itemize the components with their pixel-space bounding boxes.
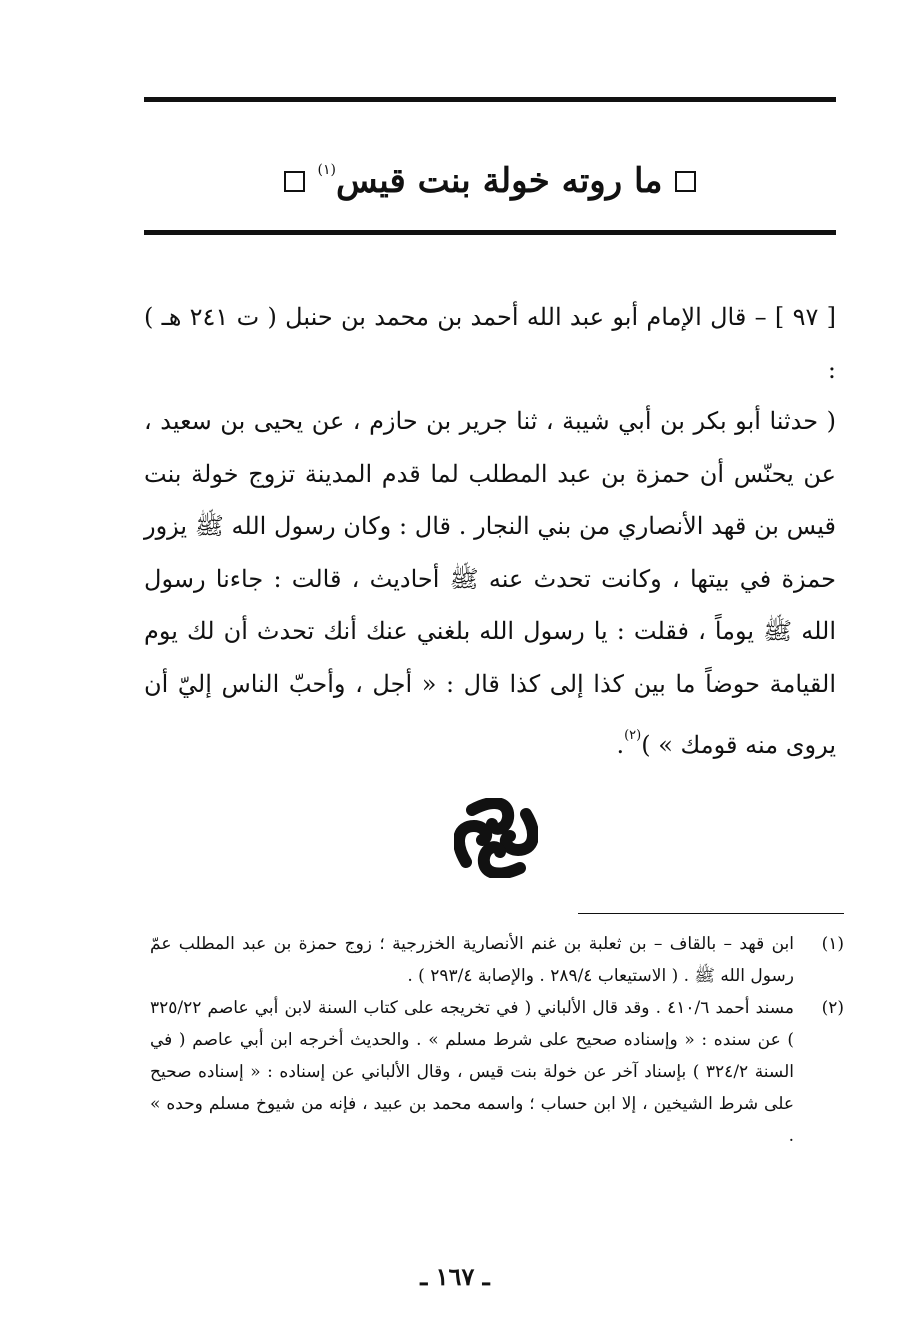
top-rule (144, 97, 836, 102)
square-ornament-icon (284, 171, 305, 192)
section-title-text: ما روته خولة بنت قيس (335, 161, 663, 201)
isnad-paragraph: [ ٩٧ ] – قال الإمام أبو عبد الله أحمد بن محمد بن حنبل ( ت ٢٤١ هـ ) : (144, 303, 837, 384)
footnote-item (150, 992, 844, 1152)
footnote-number: (٢) (821, 998, 844, 1018)
footnote-text: ابن قهد – بالقاف – بن ثعلبة بن غنم الأنصارية الخزرجية ؛ زوج حمزة بن عبد المطلب عمّ رسول الله ﷺ . ( الاستيعاب ٢٨٩/٤ . والإصابة ٢٩٣/٤ ) . (150, 934, 794, 986)
footnote-item (150, 928, 844, 992)
hadith-footnote-ref: (٢) (624, 728, 642, 743)
section-title (144, 140, 836, 211)
footnote-number: (١) (821, 934, 844, 954)
knot-ornament-icon (454, 798, 538, 878)
footnotes (150, 928, 844, 1152)
hadith-text: ( حدثنا أبو بكر بن أبي شيبة ، ثنا جرير بن حازم ، عن يحيى بن سعيد ، عن يحنّس أن حمزة بن عبد المطلب لما قدم المدينة تزوج خولة بنت قيس بن قهد الأنصاري من بني النجار . قال : وكان رسول الله ﷺ يزور حمزة في بيتها ، وكانت تحدث عنه ﷺ أحاديث ، قالت : جاءنا رسول الله ﷺ يوماً ، فقلت : يا رسول الله بلغني عنك أنك تحدث أن لك يوم القيامة حوضاً ما بين كذا إلى كذا قال : « أجل ، وأحبّ الناس إليّ أن يروى منه قومك » ) (144, 407, 837, 759)
hadith-end-mark: . (616, 731, 625, 759)
hadith-paragraph (144, 395, 836, 772)
footnote-text: مسند أحمد ٤١٠/٦ . وقد قال الألباني ( في تخريجه على كتاب السنة لابن أبي عاصم ٣٢٥/٢٢ ) عن سنده : « وإسناده صحيح على شرط مسلم » . والحديث أخرجه ابن أبي عاصم ( في السنة ٣٢٤/٢ ) بإسناد آخر عن خولة بنت قيس ، وقال الألباني عن إسناده : « إسناده صحيح على شرط الشيخين ، إلا ابن حساب ؛ واسمه محمد بن عبيد ، فإنه من شيوخ مسلم وحده » . (150, 998, 795, 1146)
page-number: ـ ١٦٧ ـ (420, 1262, 490, 1291)
square-ornament-icon (675, 171, 696, 192)
title-footnote-ref: (١) (317, 162, 336, 178)
bottom-rule (144, 230, 836, 235)
footnote-separator (578, 913, 844, 914)
